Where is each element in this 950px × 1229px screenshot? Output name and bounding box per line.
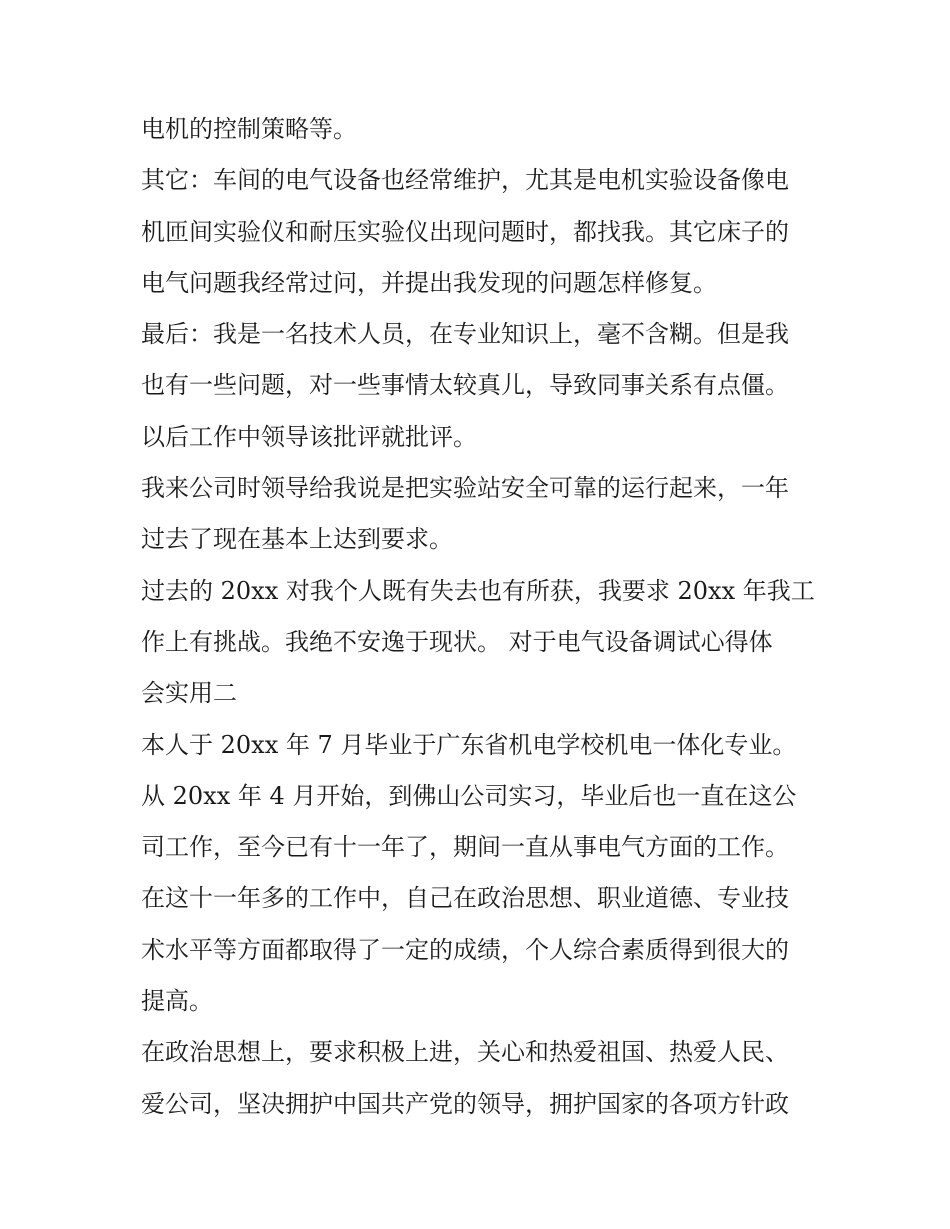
text-line: 电机的控制策略等。 [141, 115, 357, 143]
text-line: 本人于 20xx 年 7 月毕业于广东省机电学校机电一体化专业。 [141, 730, 797, 759]
text-line: 会实用二 [141, 679, 237, 708]
text-line: 其它：车间的电气设备也经常维护，尤其是电机实验设备像电 [141, 166, 789, 195]
text-line: 也有一些问题，对一些事情太较真儿，导致同事关系有点僵。 [141, 371, 789, 400]
text-line: 从 20xx 年 4 月开始，到佛山公司实习，毕业后也一直在这公 [141, 781, 797, 810]
document-body [141, 104, 813, 1130]
text-line: 电气问题我经常过问，并提出我发现的问题怎样修复。 [141, 268, 717, 297]
text-line: 最后：我是一名技术人员，在专业知识上，毫不含糊。但是我 [141, 320, 789, 349]
text-line: 过去了现在基本上达到要求。 [141, 525, 453, 554]
text-line: 机匝间实验仪和耐压实验仪出现问题时，都找我。其它床子的 [141, 217, 789, 246]
text-line: 术水平等方面都取得了一定的成绩，个人综合素质得到很大的 [141, 935, 789, 964]
text-line: 作上有挑战。我绝不安逸于现状。 对于电气设备调试心得体 [141, 627, 773, 656]
text-line: 我来公司时领导给我说是把实验站安全可靠的运行起来，一年 [141, 474, 789, 503]
text-line: 爱公司，坚决拥护中国共产党的领导，拥护国家的各项方针政 [141, 1089, 789, 1118]
text-line: 过去的 20xx 对我个人既有失去也有所获，我要求 20xx 年我工 [141, 576, 815, 605]
text-line: 在政治思想上，要求积极上进，关心和热爱祖国、热爱人民、 [141, 1038, 789, 1067]
text-line: 司工作，至今已有十一年了，期间一直从事电气方面的工作。 [141, 833, 789, 862]
text-line: 提高。 [141, 987, 213, 1016]
text-line: 在这十一年多的工作中，自己在政治思想、职业道德、专业技 [141, 884, 789, 913]
text-line: 以后工作中领导该批评就批评。 [141, 422, 477, 451]
